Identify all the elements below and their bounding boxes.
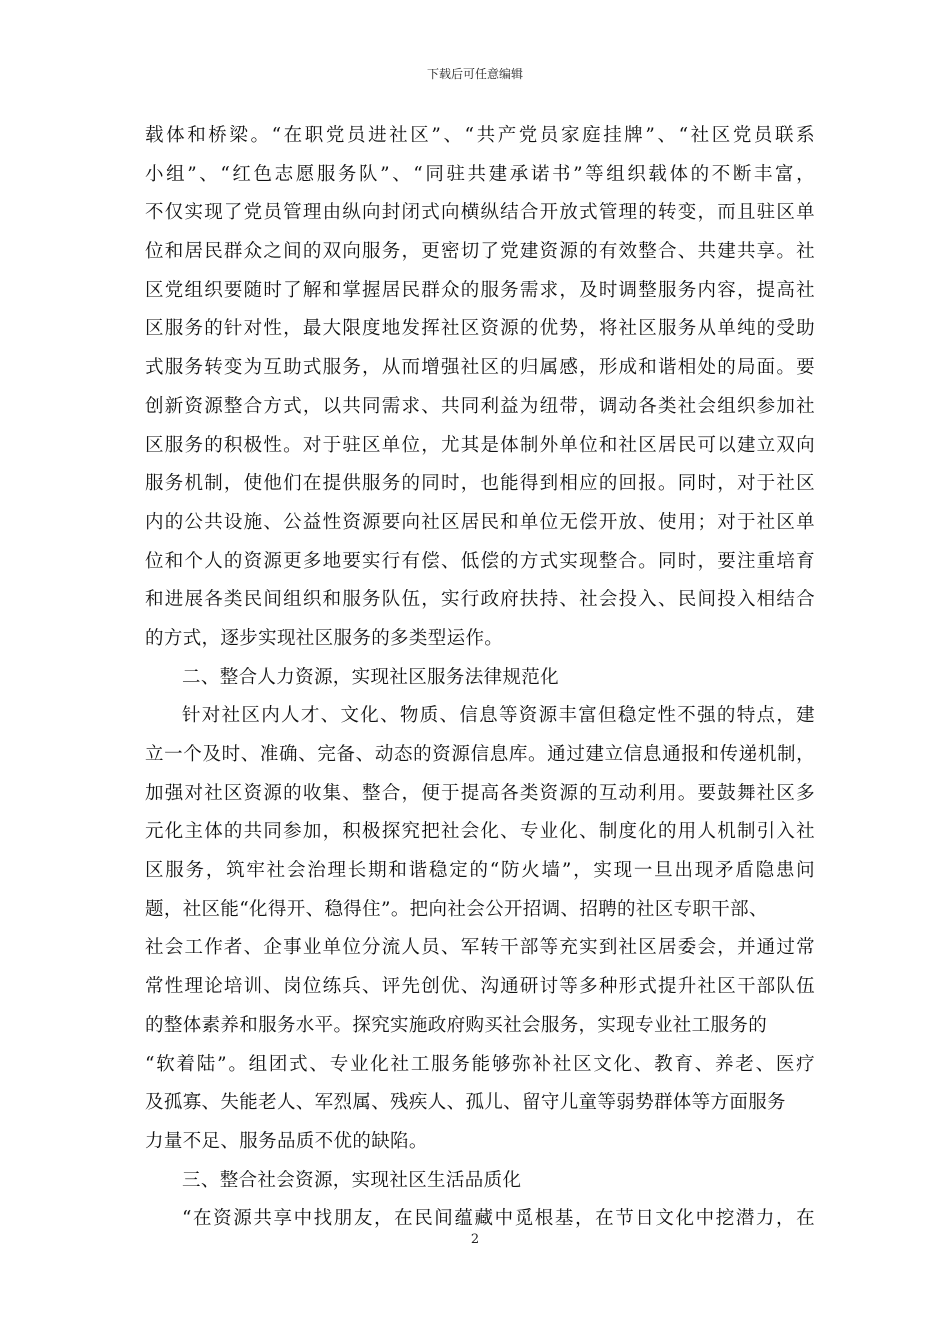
text-line: 针对社区内人才、文化、物质、信息等资源丰富但稳定性不强的特点，建 [182, 705, 815, 727]
text-line: 内的公共设施、公益性资源要向社区居民和单位无偿开放、使用；对于社区单 [145, 511, 815, 533]
document-body [145, 117, 815, 1239]
text-line: 立一个及时、准确、完备、动态的资源信息库。通过建立信息通报和传递机制， [145, 744, 815, 765]
paragraph-2 [145, 697, 815, 1161]
text-line: 元化主体的共同参加，积极探究把社会化、专业化、制度化的用人机制引入社 [145, 821, 815, 843]
text-line: 题，社区能“化得开、稳得住”。把向社会公开招调、招聘的社区专职干部、 [145, 898, 768, 920]
text-line: 载体和桥梁。“在职党员进社区”、“共产党员家庭挂牌”、“社区党员联系 [145, 125, 815, 146]
text-line: 创新资源整合方式，以共同需求、共同利益为纽带，调动各类社会组织参加社 [145, 395, 815, 417]
text-line: 区服务，筑牢社会治理长期和谐稳定的“防火墙”，实现一旦出现矛盾隐患问 [145, 860, 815, 882]
text-line: “在资源共享中找朋友，在民间蕴藏中觅根基，在节日文化中挖潜力，在 [182, 1208, 815, 1230]
page-header: 下载后可任意编辑 [426, 67, 523, 81]
text-line: 和进展各类民间组织和服务队伍，实行政府扶持、社会投入、民间投入相结合 [145, 589, 815, 611]
text-line: 的方式，逐步实现社区服务的多类型运作。 [145, 627, 504, 649]
page-number: 2 [470, 1232, 480, 1247]
text-line: 位和居民群众之间的双向服务，更密切了党建资源的有效整合、共建共享。社 [145, 241, 815, 263]
section-heading-3: 三、整合社会资源，实现社区生活品质化 [182, 1169, 522, 1191]
text-line: 常性理论培训、岗位练兵、评先创优、沟通研讨等多种形式提升社区干部队伍 [145, 976, 815, 998]
text-line: 区服务的针对性，最大限度地发挥社区资源的优势，将社区服务从单纯的受助 [145, 318, 815, 340]
text-line: 小组”、“红色志愿服务队”、“同驻共建承诺书”等组织载体的不断丰富， [145, 163, 815, 185]
text-line: 社会工作者、企事业单位分流人员、军转干部等充实到社区居委会，并通过常 [145, 937, 815, 959]
text-line: 加强对社区资源的收集、整合，便于提高各类资源的互动利用。要鼓舞社区多 [145, 782, 815, 804]
text-line: “软着陆”。组团式、专业化社工服务能够弥补社区文化、教育、养老、医疗 [145, 1053, 815, 1075]
paragraph-1 [145, 117, 815, 659]
text-line: 力量不足、服务品质不优的缺陷。 [145, 1130, 428, 1152]
text-line: 的整体素养和服务水平。探究实施政府购买社会服务，实现专业社工服务的 [145, 1014, 768, 1036]
text-line: 服务机制，使他们在提供服务的同时，也能得到相应的回报。同时，对于社区 [145, 473, 815, 495]
section-heading-2: 二、整合人力资源，实现社区服务法律规范化 [182, 666, 560, 688]
text-line: 及孤寡、失能老人、军烈属、残疾人、孤儿、留守儿童等弱势群体等方面服务 [145, 1092, 786, 1114]
text-line: 式服务转变为互助式服务，从而增强社区的归属感，形成和谐相处的局面。要 [145, 357, 815, 379]
text-line: 区党组织要随时了解和掌握居民群众的服务需求，及时调整服务内容，提高社 [145, 279, 815, 301]
text-line: 位和个人的资源更多地要实行有偿、低偿的方式实现整合。同时，要注重培育 [145, 550, 815, 572]
text-line: 区服务的积极性。对于驻区单位，尤其是体制外单位和社区居民可以建立双向 [145, 434, 815, 456]
text-line: 不仅实现了党员管理由纵向封闭式向横纵结合开放式管理的转变，而且驻区单 [145, 202, 815, 224]
